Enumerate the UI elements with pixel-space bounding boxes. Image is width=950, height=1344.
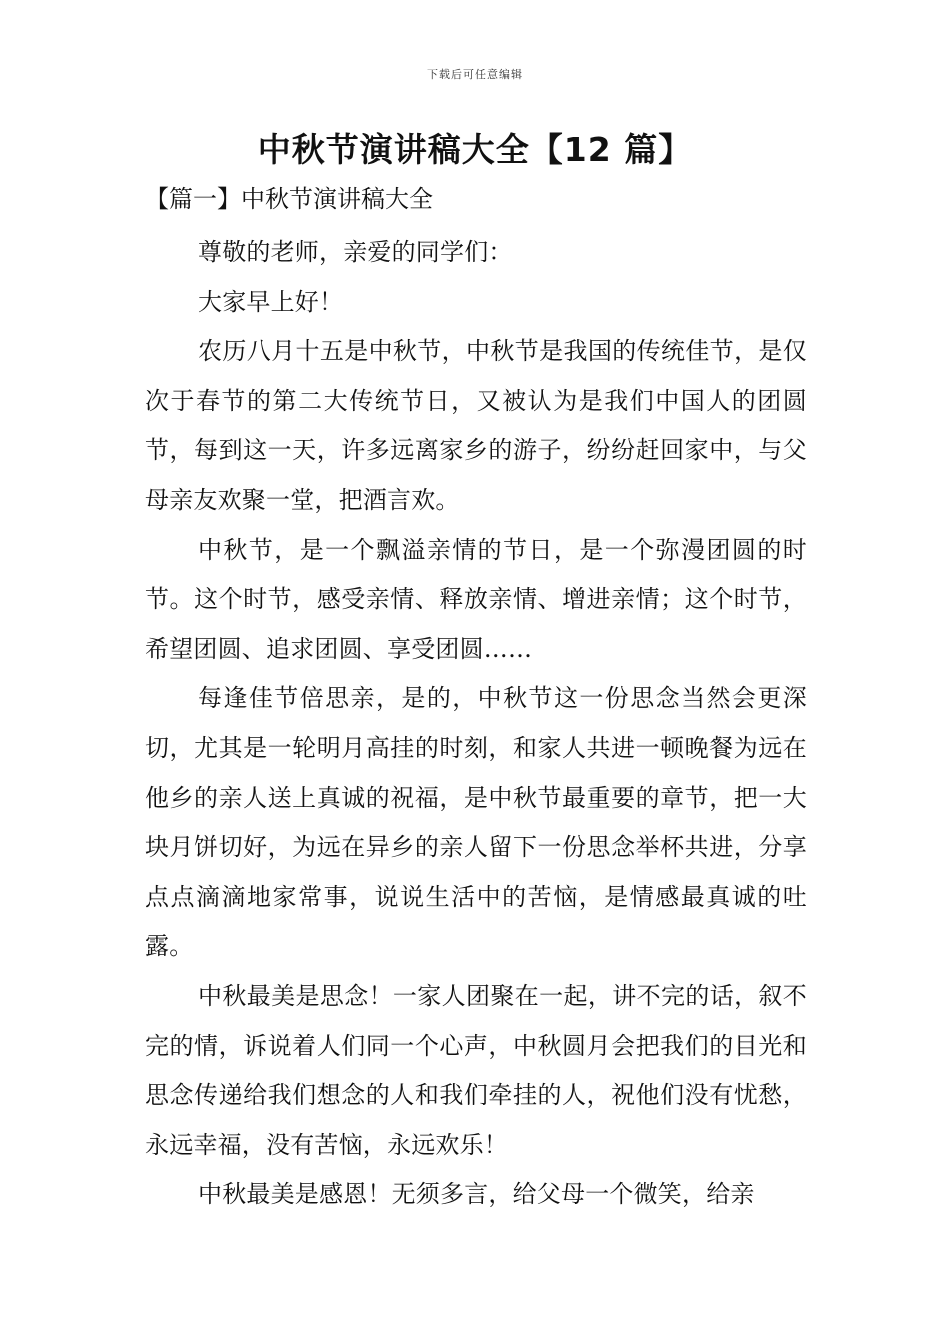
paragraph-gratitude: 中秋最美是感恩！无须多言，给父母一个微笑，给亲 <box>198 1180 755 1209</box>
paragraph-morning: 大家早上好！ <box>198 287 344 316</box>
paragraph-longing: 中秋最美是思念！一家人团聚在一起，讲不完的话，叙不完的情，诉说着人们同一个心声，中秋圆月会把我们的目光和思念传递给我们想念的人和我们牵挂的人，祝他们没有忧愁，永远幸福，没有苦恼，永远欢乐！ <box>145 981 807 1159</box>
paragraph-missing-family: 每逢佳节倍思亲，是的，中秋节这一份思念当然会更深切，尤其是一轮明月高挂的时刻，和家人共进一顿晚餐为远在他乡的亲人送上真诚的祝福，是中秋节最重要的章节，把一大块月饼切好，为远在异乡的亲人留下一份思念举杯共进，分享点点滴滴地家常事，说说生活中的苦恼，是情感最真诚的吐露。 <box>145 684 807 961</box>
document-body <box>145 228 807 1220</box>
paragraph-family-festival: 中秋节，是一个飘溢亲情的节日，是一个弥漫团圆的时节。这个时节，感受亲情、释放亲情、增进亲情；这个时节，希望团圆、追求团圆、享受团圆…… <box>145 535 807 663</box>
paragraph-greeting: 尊敬的老师，亲爱的同学们： <box>198 238 513 266</box>
paragraph-festival-intro: 农历八月十五是中秋节，中秋节是我国的传统佳节，是仅次于春节的第二大传统节日，又被认为是我们中国人的团圆节，每到这一天，许多远离家乡的游子，纷纷赶回家中，与父母亲友欢聚一堂，把酒言欢。 <box>145 337 807 514</box>
section-heading: 【篇一】中秋节演讲稿大全 <box>145 185 433 213</box>
header-note: 下载后可任意编辑 <box>427 68 523 81</box>
document-title: 中秋节演讲稿大全【12 篇】 <box>257 130 693 169</box>
